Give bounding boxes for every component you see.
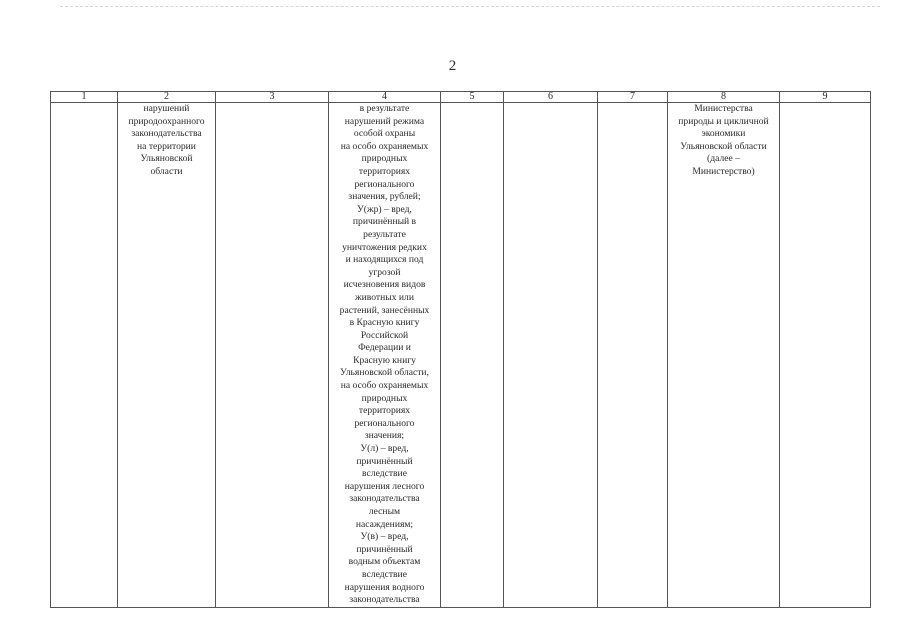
- cell-text-line: угрозой: [368, 266, 401, 278]
- cell-text-line: природных: [361, 153, 408, 165]
- cell-text-line: законодательства: [349, 594, 420, 606]
- cell-text-line: Ульяновской области: [680, 140, 767, 152]
- cell-text-line: области: [150, 165, 183, 177]
- table-cell-col1: [51, 103, 118, 608]
- cell-text-line: водным объектам: [348, 556, 421, 568]
- table-cell-col3: [216, 103, 329, 608]
- cell-text-line: результате: [363, 228, 406, 240]
- table-cell-col5: [441, 103, 504, 608]
- cell-text-line: природных: [361, 392, 408, 404]
- cell-text-line: Российской: [360, 329, 409, 341]
- table-cell-col8: [668, 103, 780, 608]
- cell-text-line: вследствие: [362, 568, 407, 580]
- cell-text-line: насаждениям;: [355, 518, 414, 530]
- column-header-5: 5: [441, 92, 504, 103]
- cell-text-line: территориях: [358, 405, 411, 417]
- cell-text-line: Ульяновской: [140, 153, 193, 165]
- cell-text-line: лесным: [368, 506, 401, 517]
- column-header-9: 9: [780, 92, 871, 103]
- column-header-4: 4: [329, 92, 441, 103]
- table-cell-col2: [118, 103, 216, 608]
- cell-text-line: в результате: [359, 103, 410, 114]
- cell-text-line: особой охраны: [353, 128, 416, 140]
- scan-edge-top: [60, 6, 880, 7]
- cell-text-line: Министерство): [692, 165, 755, 177]
- column-header-6: 6: [504, 92, 598, 103]
- cell-text-line: территориях: [358, 165, 411, 177]
- cell-text-line: в Красную книгу: [349, 317, 420, 329]
- cell-text-line: уничтожения редких: [342, 241, 427, 253]
- table-cell-col7: [598, 103, 668, 608]
- cell-text-line: причинённый: [356, 543, 413, 555]
- column-header-1: 1: [51, 92, 118, 103]
- cell-text-line: на особо охраняемых: [340, 140, 429, 152]
- cell-text-line: Красную книгу: [353, 354, 416, 366]
- page-number: 2: [448, 58, 457, 74]
- table-cell-col6: [504, 103, 598, 608]
- column-header-2: 2: [118, 92, 216, 103]
- table-row: [51, 103, 871, 608]
- table-header-row: [51, 92, 871, 103]
- cell-text-line: на особо охраняемых: [340, 380, 429, 392]
- cell-text-line: нарушения водного: [344, 581, 425, 593]
- cell-text-line: причинённый в: [352, 216, 417, 228]
- cell-text-line: причинённый: [356, 455, 413, 467]
- document-table: [50, 91, 871, 608]
- column-header-7: 7: [598, 92, 668, 103]
- cell-text-line: на территории: [137, 140, 196, 152]
- cell-text-line: (далее –: [707, 153, 740, 165]
- cell-text-line: значения, рублей;: [348, 191, 421, 203]
- cell-text-line: нарушения лесного: [344, 480, 425, 492]
- cell-text-line: вследствие: [362, 468, 407, 480]
- cell-text-line: законодательства: [349, 493, 420, 505]
- cell-text-line: У(жр) – вред,: [357, 203, 412, 215]
- cell-text-line: регионального: [354, 417, 415, 429]
- column-header-8: 8: [668, 92, 780, 103]
- cell-text-line: животных или: [355, 291, 414, 303]
- cell-text-line: Министерства: [694, 103, 753, 114]
- cell-text-line: и находящихся под: [345, 254, 424, 266]
- cell-text-line: законодательства: [131, 128, 202, 140]
- cell-text-line: нарушений режима: [344, 115, 425, 127]
- cell-text-line: регионального: [354, 178, 415, 190]
- cell-text-line: экономики: [701, 128, 746, 140]
- table-cell-col4: [329, 103, 441, 608]
- cell-text-line: природоохранного: [128, 115, 205, 127]
- cell-text-line: растений, занесённых: [339, 304, 430, 316]
- cell-text-line: Ульяновской области,: [340, 367, 429, 379]
- table-cell-col9: [780, 103, 871, 608]
- cell-text-line: исчезновения видов: [343, 279, 426, 291]
- cell-text-line: У(в) – вред,: [360, 531, 409, 543]
- cell-text-line: Федерации и: [358, 342, 411, 354]
- cell-text-line: нарушений: [143, 103, 190, 114]
- cell-text-line: природы и цикличной: [678, 115, 769, 127]
- cell-text-line: У(л) – вред,: [360, 443, 409, 455]
- cell-text-line: значения;: [364, 430, 405, 442]
- column-header-3: 3: [216, 92, 329, 103]
